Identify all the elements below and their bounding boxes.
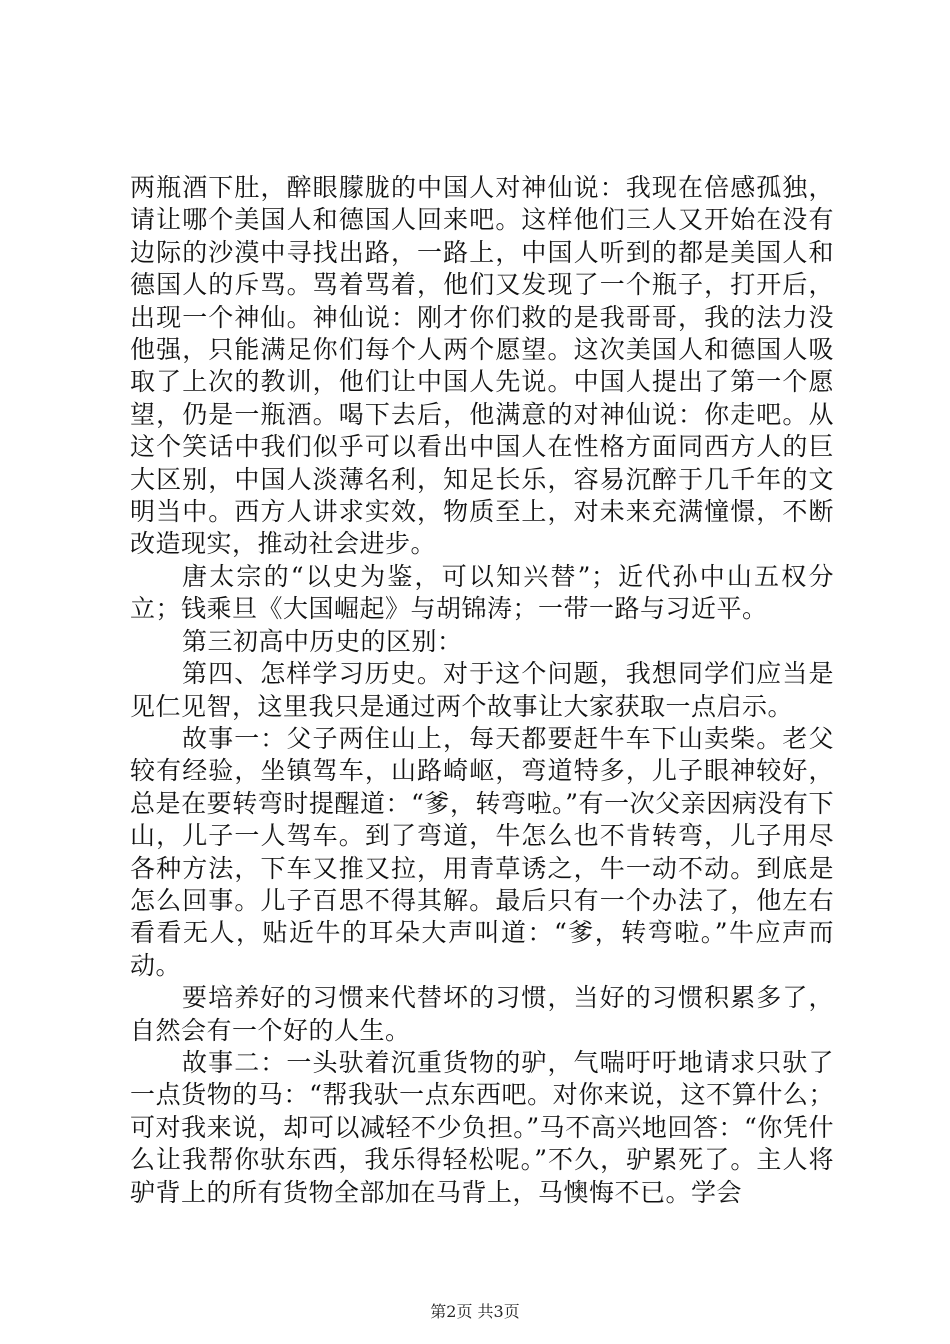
paragraph-historical-examples: 唐太宗的“以史为鉴，可以知兴替”；近代孙中山五权分立；钱乘旦《大国崛起》与胡锦涛；一带一路与习近平。 — [130, 561, 834, 624]
paragraph-section-three-heading: 第三初高中历史的区别： — [182, 626, 463, 656]
page-number-footer: 第2页 共3页 — [430, 1302, 520, 1321]
paragraph-section-four-intro: 第四、怎样学习历史。对于这个问题，我想同学们应当是见仁见智，这里我只是通过两个故事让大家获取一点启示。 — [130, 659, 834, 721]
paragraph-habit-lesson: 要培养好的习惯来代替坏的习惯，当好的习惯积累多了，自然会有一个好的人生。 — [130, 983, 834, 1045]
body-text — [130, 172, 834, 1209]
paragraph-story-two: 故事二：一头驮着沉重货物的驴，气喘吁吁地请求只驮了一点货物的马：“帮我驮一点东西吧。对你来说，这不算什么；可对我来说，却可以减轻不少负担。”马不高兴地回答：“你凭什么让我帮你驮东西，我乐得轻松呢。”不久，驴累死了。主人将驴背上的所有货物全部加在马背上，马懊悔不已。学会 — [130, 1047, 834, 1207]
paragraph-story-continuation: 两瓶酒下肚，醉眼朦胧的中国人对神仙说：我现在倍感孤独，请让哪个美国人和德国人回来吧。这样他们三人又开始在没有边际的沙漠中寻找出路，一路上，中国人听到的都是美国人和德国人的斥骂。骂着骂着，他们又发现了一个瓶子，打开后，出现一个神仙。神仙说：刚才你们救的是我哥哥，我的法力没他强，只能满足你们每个人两个愿望。这次美国人和德国人吸取了上次的教训，他们让中国人先说。中国人提出了第一个愿望，仍是一瓶酒。喝下去后，他满意的对神仙说：你走吧。从这个笑话中我们似乎可以看出中国人在性格方面同西方人的巨大区别，中国人淡薄名利，知足长乐，容易沉醉于几千年的文明当中。西方人讲求实效，物质至上，对未来充满憧憬，不断改造现实，推动社会进步。 — [130, 173, 834, 559]
paragraph-story-one: 故事一：父子两住山上，每天都要赶牛车下山卖柴。老父较有经验，坐镇驾车，山路崎岖，弯道特多，儿子眼神较好，总是在要转弯时提醒道：“爹，转弯啦。”有一次父亲因病没有下山，儿子一人驾车。到了弯道，牛怎么也不肯转弯，儿子用尽各种方法，下车又推又拉，用青草诱之，牛一动不动。到底是怎么回事。儿子百思不得其解。最后只有一个办法了，他左右看看无人，贴近牛的耳朵大声叫道：“爹，转弯啦。”牛应声而动。 — [130, 723, 834, 980]
